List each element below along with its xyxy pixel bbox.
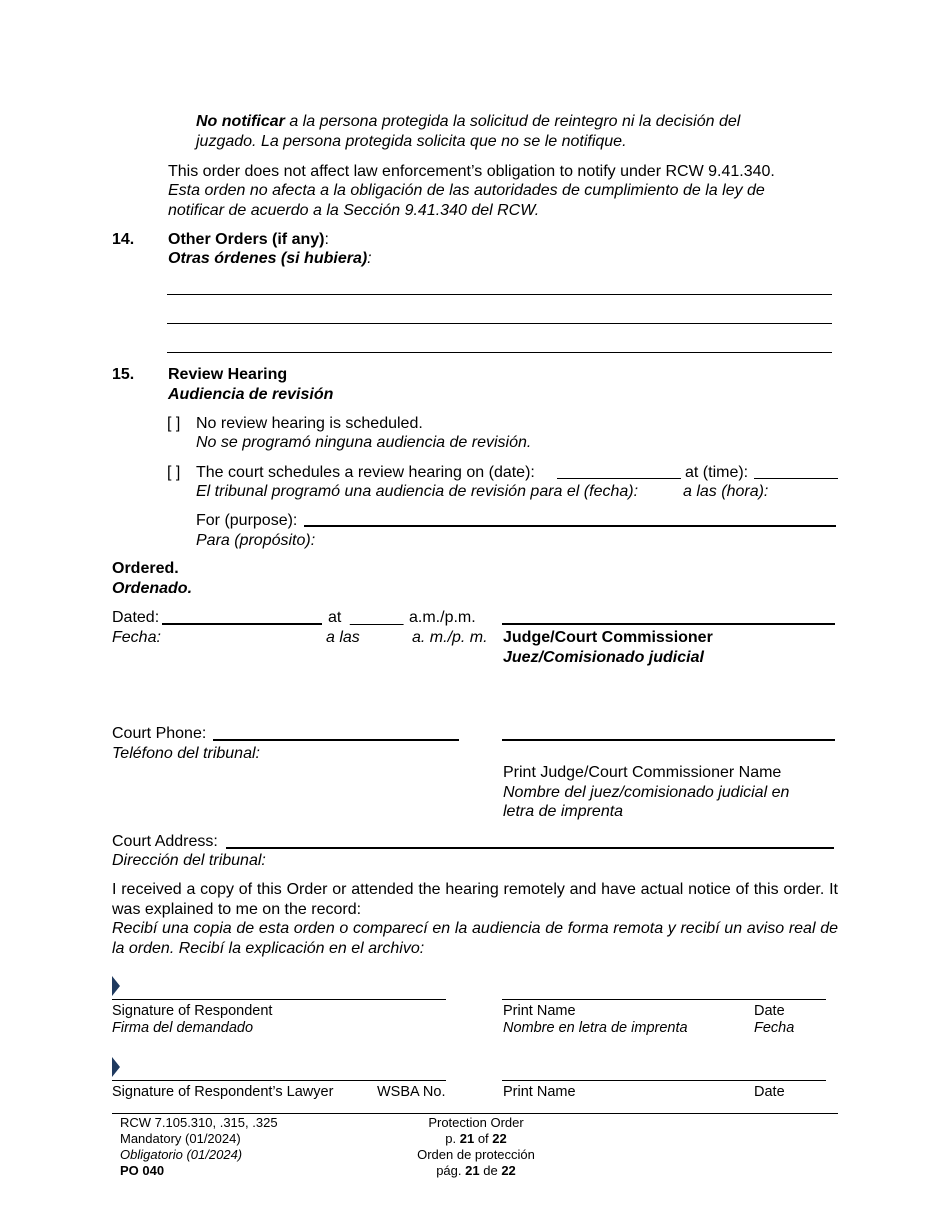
- footer-rcw: RCW 7.105.310, .315, .325: [120, 1115, 278, 1130]
- dated-time-blank[interactable]: ______: [350, 609, 404, 626]
- respondent-signature-label: Signature of Respondent: [112, 1003, 273, 1019]
- no-review-es: No se programó ninguna audiencia de revisión.: [196, 434, 532, 451]
- footer-page-total-es: 22: [501, 1163, 516, 1178]
- footer-page-en: [376, 1131, 576, 1147]
- section-14-colon: :: [324, 231, 329, 248]
- lawyer-print-name-label: Print Name: [503, 1084, 576, 1100]
- footer-of: of: [477, 1131, 489, 1146]
- print-judge-name-line[interactable]: [502, 739, 835, 741]
- dated-label-es: Fecha:: [112, 629, 161, 646]
- checkbox-review-scheduled[interactable]: [ ]: [167, 464, 181, 481]
- footer-de: de: [483, 1163, 498, 1178]
- no-review-en: No review hearing is scheduled.: [196, 415, 423, 432]
- sign-here-arrow-icon: [112, 976, 120, 996]
- law-enforcement-es-1: Esta orden no afecta a la obligación de las autoridades de cumplimiento de la ley de: [168, 182, 765, 199]
- section-14-number: 14.: [112, 231, 135, 248]
- print-judge-label-es-1: Nombre del juez/comisionado judicial en: [503, 784, 790, 801]
- respondent-print-name-line[interactable]: [502, 999, 826, 1000]
- ordered-en: Ordered.: [112, 560, 179, 577]
- court-address-label: Court Address:: [112, 833, 218, 850]
- footer-page-prefix: p.: [445, 1131, 457, 1146]
- dated-field[interactable]: [162, 623, 322, 625]
- section-14-colon-es: :: [367, 250, 372, 267]
- law-enforcement-en: This order does not affect law enforcement’s obligation to notify under RCW 9.41.340.: [168, 163, 775, 180]
- section-14-title: [168, 230, 329, 250]
- review-date-field[interactable]: [557, 478, 681, 479]
- lawyer-print-name-line[interactable]: [502, 1080, 826, 1081]
- court-phone-label-es: Teléfono del tribunal:: [112, 745, 260, 762]
- footer-page-es: [376, 1163, 576, 1179]
- judge-label-es: Juez/Comisionado judicial: [503, 649, 704, 666]
- review-time-label: at (time):: [685, 464, 749, 481]
- no-notify-line2: juzgado. La persona protegida solicita que no se le notifique.: [196, 133, 627, 150]
- footer-page-number: 21: [459, 1131, 475, 1146]
- other-orders-line-2[interactable]: [167, 323, 832, 324]
- purpose-label-es: Para (propósito):: [196, 532, 316, 549]
- other-orders-line-3[interactable]: [167, 352, 832, 353]
- footer-form-id: PO 040: [120, 1163, 165, 1178]
- no-notify-bold: No notificar: [196, 113, 285, 130]
- dated-ampm: a.m./p.m.: [409, 609, 476, 626]
- dated-at: at: [328, 609, 342, 626]
- review-date-label-es: El tribunal programó una audiencia de revisión para el (fecha):: [196, 483, 639, 500]
- receipt-en: I received a copy of this Order or attended the hearing remotely and have actual notice of this order. It was explained to me on the record:: [112, 881, 838, 918]
- footer-mandatory: Mandatory (01/2024): [120, 1131, 241, 1146]
- sign-here-arrow-icon: [112, 1057, 120, 1077]
- court-phone-label: Court Phone:: [112, 725, 207, 742]
- section-15-title-en: Review Hearing: [168, 366, 288, 383]
- court-address-label-es: Dirección del tribunal:: [112, 852, 266, 869]
- respondent-signature-line[interactable]: [112, 999, 446, 1000]
- footer-divider: [112, 1113, 838, 1114]
- dated-at-es: a las: [326, 629, 360, 646]
- respondent-print-name-label-es: Nombre en letra de imprenta: [503, 1020, 688, 1036]
- court-phone-field[interactable]: [213, 739, 459, 741]
- dated-label: Dated:: [112, 609, 160, 626]
- checkbox-no-review[interactable]: [ ]: [167, 415, 181, 432]
- law-enforcement-es-2: notificar de acuerdo a la Sección 9.41.340 del RCW.: [168, 202, 540, 219]
- lawyer-signature-line[interactable]: [112, 1080, 446, 1081]
- respondent-print-name-label: Print Name: [503, 1003, 576, 1019]
- footer-obligatorio: Obligatorio (01/2024): [120, 1147, 243, 1162]
- no-notify-line1: [196, 112, 740, 132]
- footer-page-number-es: 21: [465, 1163, 480, 1178]
- print-judge-label-en: Print Judge/Court Commissioner Name: [503, 764, 782, 781]
- respondent-date-label: Date: [754, 1003, 785, 1019]
- footer-page-total: 22: [492, 1131, 507, 1146]
- section-15-title-es: Audiencia de revisión: [168, 386, 334, 403]
- footer-title-es: Orden de protección: [417, 1147, 535, 1162]
- lawyer-signature-label: Signature of Respondent’s Lawyer: [112, 1084, 334, 1100]
- review-time-field[interactable]: [754, 478, 838, 479]
- review-time-label-es: a las (hora):: [683, 483, 769, 500]
- section-14-title-en: Other Orders (if any): [168, 231, 325, 248]
- receipt-es: Recibí una copia de esta orden o comparecí en la audiencia de forma remota y recibí un aviso real de la orden. Recibí la explicación en el archivo:: [112, 920, 838, 957]
- other-orders-line-1[interactable]: [167, 294, 832, 295]
- section-14-title-es-wrap: [168, 249, 372, 269]
- review-date-label: The court schedules a review hearing on (date):: [196, 464, 535, 481]
- purpose-field[interactable]: [304, 525, 836, 527]
- footer-title-en: Protection Order: [428, 1115, 524, 1130]
- no-notify-rest: a la persona protegida la solicitud de reintegro ni la decisión del: [284, 113, 741, 130]
- ordered-es: Ordenado.: [112, 580, 193, 597]
- section-15-number: 15.: [112, 366, 135, 383]
- judge-signature-line[interactable]: [502, 623, 835, 625]
- respondent-date-label-es: Fecha: [754, 1020, 795, 1036]
- respondent-signature-label-es: Firma del demandado: [112, 1020, 254, 1036]
- section-14-title-es: Otras órdenes (si hubiera): [168, 250, 368, 267]
- dated-ampm-es: a. m./p. m.: [412, 629, 488, 646]
- purpose-label: For (purpose):: [196, 512, 298, 529]
- footer-page-prefix-es: pág.: [436, 1163, 462, 1178]
- lawyer-date-label: Date: [754, 1084, 785, 1100]
- judge-label-en: Judge/Court Commissioner: [503, 629, 713, 646]
- print-judge-label-es-2: letra de imprenta: [503, 803, 624, 820]
- court-address-field[interactable]: [226, 847, 834, 849]
- wsba-label: WSBA No.: [377, 1084, 446, 1100]
